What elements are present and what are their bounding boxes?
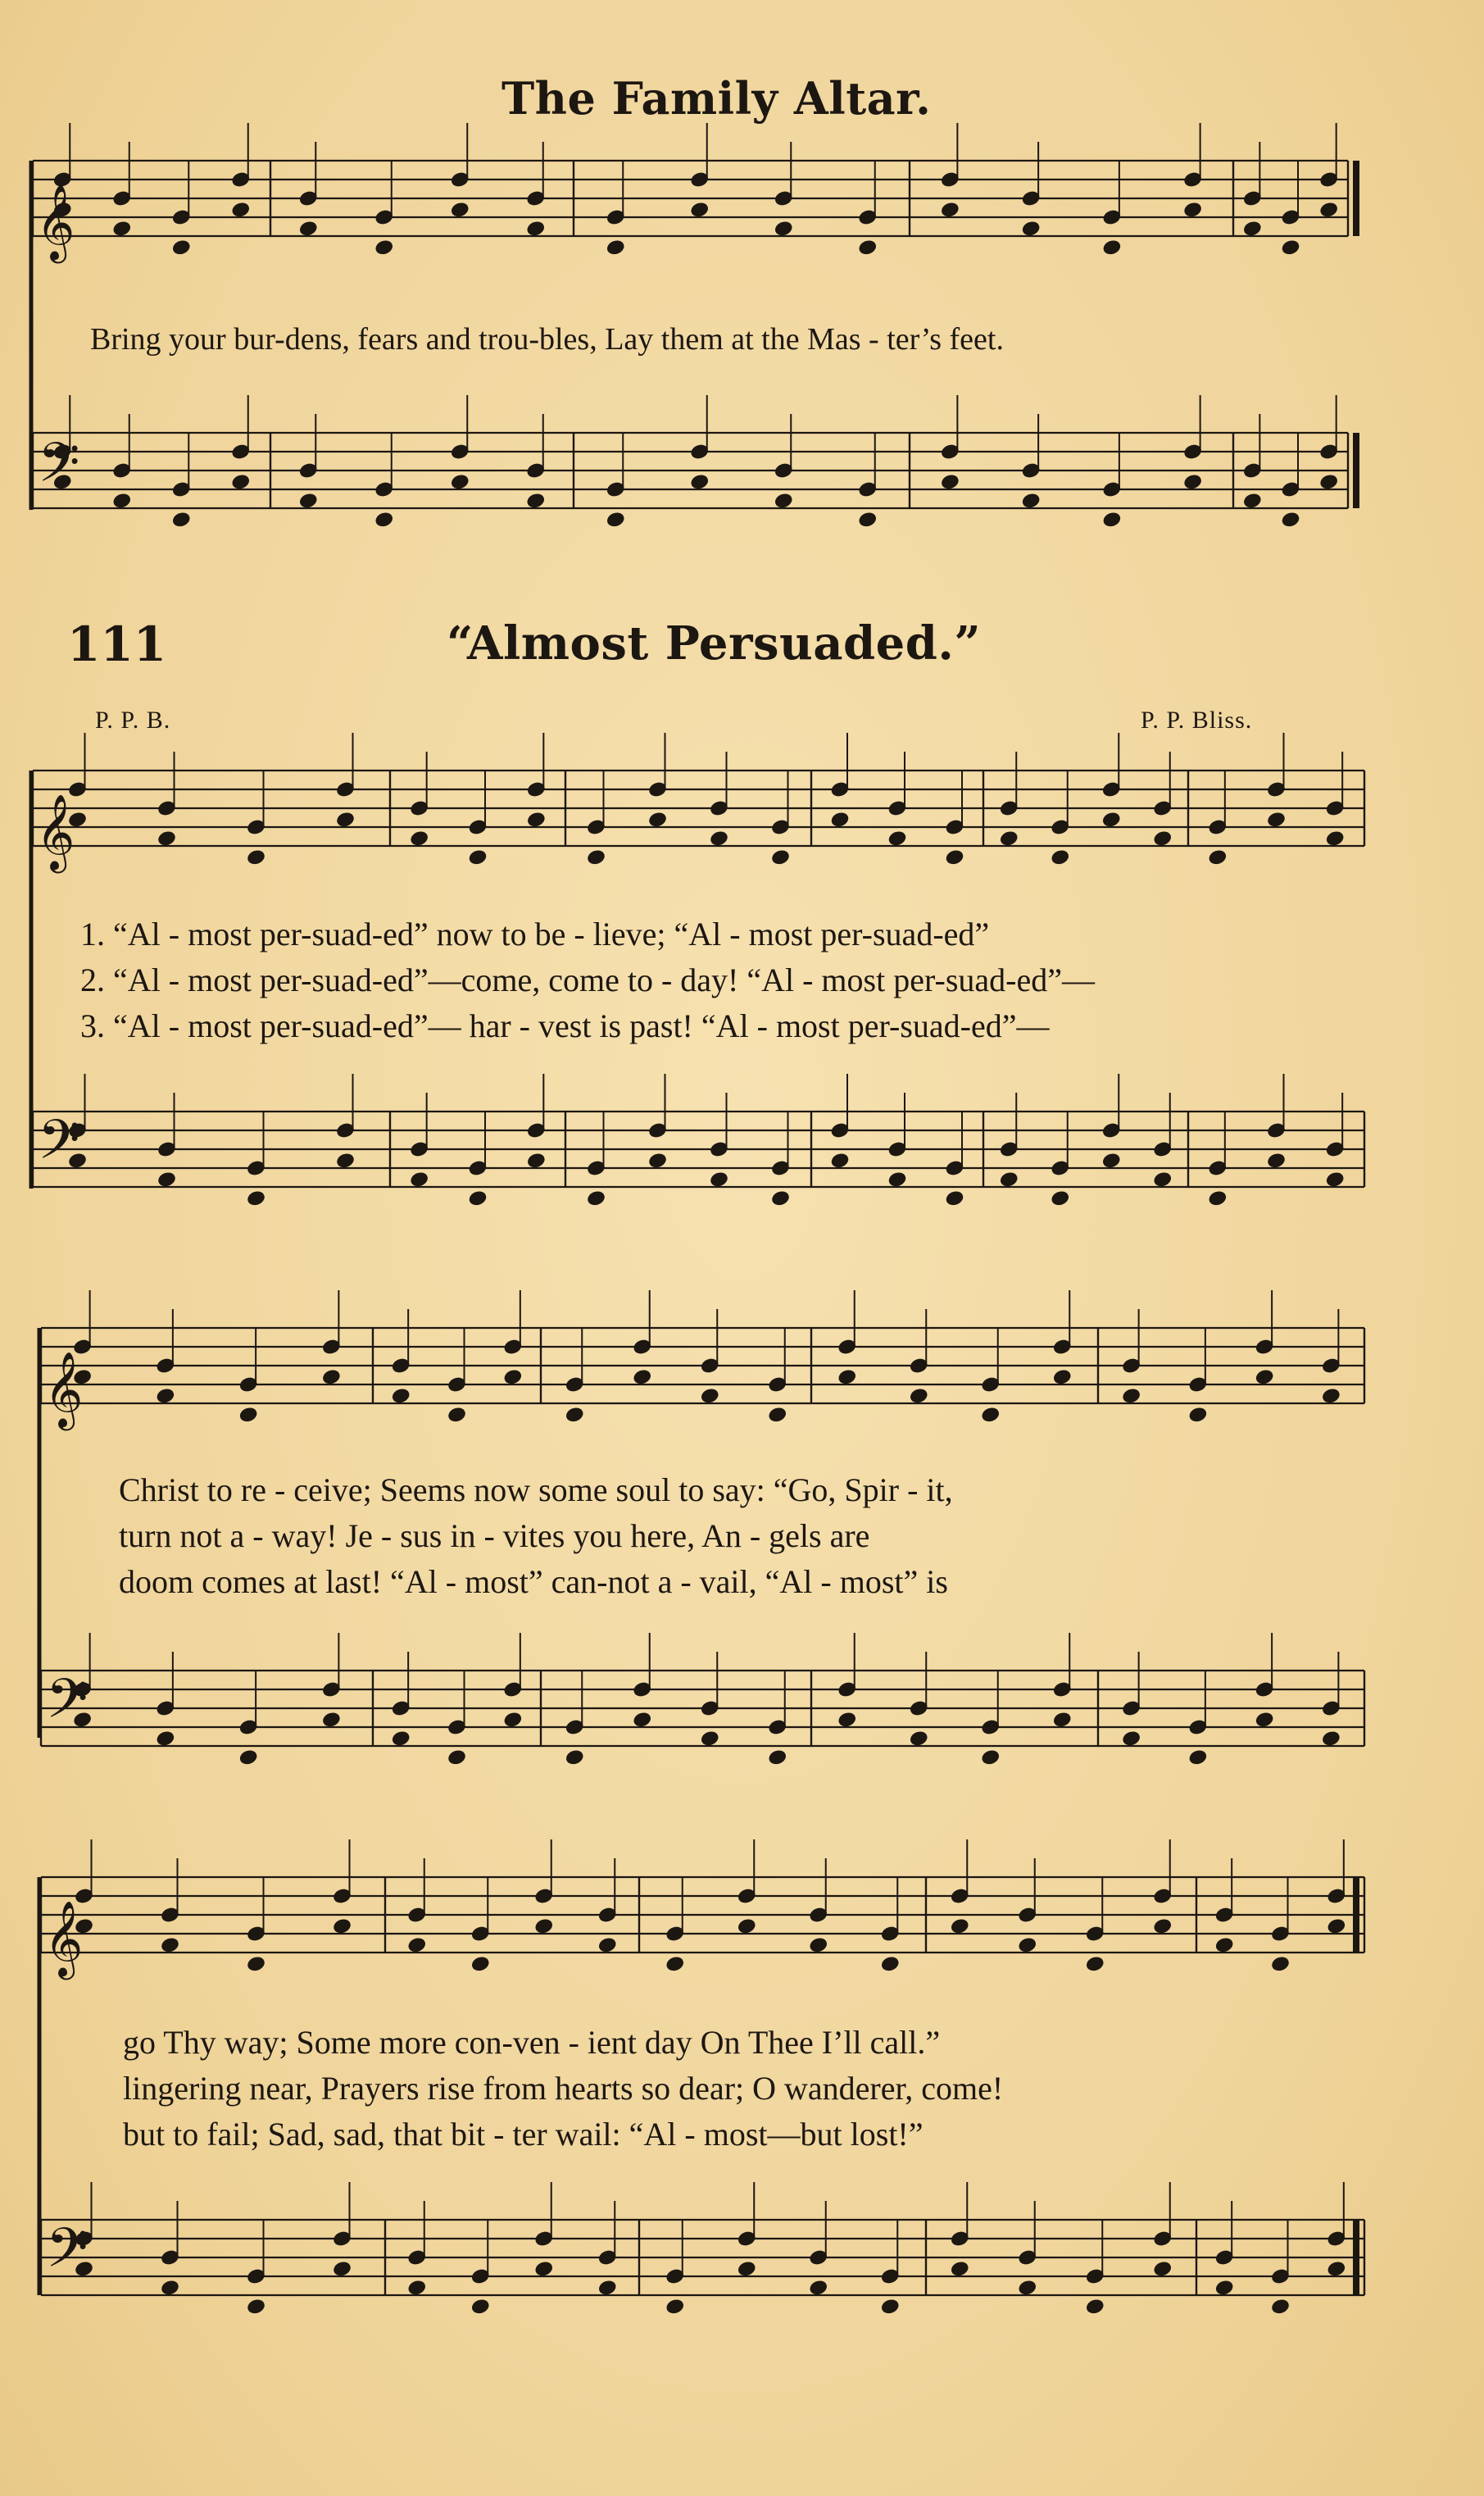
sys1-treble-notehead: [1325, 830, 1345, 847]
sys1-treble-notehead: [887, 830, 907, 847]
prev-treble-notehead: [606, 239, 625, 256]
prev-treble-notehead: [1281, 239, 1300, 256]
prev-treble-notehead: [690, 201, 710, 218]
sys1-bass-notehead: [1267, 1152, 1287, 1169]
prev-bass-notehead: [1183, 473, 1203, 490]
sys3-bass-notehead: [407, 2279, 427, 2296]
sys2-treble-notehead: [447, 1406, 467, 1423]
sys1-bass-notehead: [887, 1171, 907, 1188]
sys1-treble-notehead: [1101, 811, 1121, 828]
sys2-treble-notehead: [1188, 1406, 1208, 1423]
prev-treble-notehead: [858, 239, 878, 256]
sys1-bass-notehead: [710, 1171, 729, 1188]
sys2-bass-notehead: [768, 1748, 787, 1766]
sys1-bass-notehead: [999, 1171, 1019, 1188]
prev-bass-notehead: [231, 473, 251, 490]
prev-treble-notehead: [1102, 239, 1122, 256]
sys3-bass-notehead: [809, 2279, 828, 2296]
sys3-treble-notehead: [665, 1955, 685, 1972]
sys2-bass-notehead: [1188, 1748, 1208, 1766]
sys3-treble-notehead: [880, 1955, 900, 1972]
sys2-bass-notehead: [1321, 1730, 1341, 1747]
sys2-bass-notehead: [909, 1730, 928, 1747]
prev-bass-notehead: [606, 511, 625, 528]
sys3-bass-notehead: [1271, 2298, 1291, 2315]
prev-bass-notehead: [1242, 492, 1262, 509]
sys1-treble-notehead: [999, 830, 1019, 847]
sys2-treble-notehead: [503, 1368, 523, 1385]
sys3-treble-notehead: [534, 1917, 554, 1935]
sys2-bass-notehead: [238, 1748, 258, 1766]
sys2-bass-notehead: [391, 1730, 411, 1747]
prev-treble-notehead: [1183, 201, 1203, 218]
system3-verse3: but to fail; Sad, sad, that bit - ter wail: “Al - most—but lost!”: [123, 2116, 924, 2153]
sys3-treble-notehead: [1214, 1936, 1234, 1953]
prev-bass-notehead: [526, 492, 546, 509]
bass-clef-icon: 𝄢: [46, 1667, 88, 1744]
sys1-bass-notehead: [648, 1152, 668, 1169]
sys1-bass-notehead: [157, 1171, 177, 1188]
sys1-treble-notehead: [1051, 848, 1070, 866]
sys1-treble-notehead: [410, 830, 429, 847]
bass-clef-icon: 𝄢: [38, 1108, 80, 1184]
sys1-bass-notehead: [587, 1189, 606, 1207]
prev-treble-notehead: [1242, 220, 1262, 237]
sys1-bass-notehead: [1208, 1189, 1228, 1207]
sys3-bass-notehead: [161, 2279, 180, 2296]
sys2-treble-notehead: [768, 1406, 787, 1423]
prev-treble-notehead: [450, 201, 470, 218]
sys1-treble-notehead: [157, 830, 177, 847]
sys1-treble-notehead: [945, 848, 964, 866]
sys2-treble-notehead: [1321, 1387, 1341, 1404]
bass-clef-icon: 𝄢: [46, 2216, 88, 2293]
sys1-treble-notehead: [710, 830, 729, 847]
sys2-treble-notehead: [321, 1368, 341, 1385]
sys2-bass-notehead: [565, 1748, 584, 1766]
sys1-bass-notehead: [247, 1189, 266, 1207]
sys1-bass-notehead: [1051, 1189, 1070, 1207]
treble-clef-icon: 𝄞: [36, 793, 75, 870]
sys1-treble-notehead: [247, 848, 266, 866]
sys2-bass-notehead: [447, 1748, 467, 1766]
bass-clef-icon: 𝄢: [38, 431, 80, 507]
sys2-bass-notehead: [156, 1730, 175, 1747]
sys1-bass-notehead: [771, 1189, 791, 1207]
sys2-bass-notehead: [837, 1711, 857, 1728]
sys3-treble-notehead: [1018, 1936, 1037, 1953]
prev-bass-notehead: [112, 492, 132, 509]
prev-bass-notehead: [1319, 473, 1339, 490]
prev-bass-notehead: [374, 511, 394, 528]
sys2-treble-notehead: [1255, 1368, 1274, 1385]
prev-treble-notehead: [940, 201, 960, 218]
sys2-bass-notehead: [1052, 1711, 1072, 1728]
sys3-treble-notehead: [247, 1955, 266, 1972]
sys1-treble-notehead: [468, 848, 488, 866]
sys3-bass-notehead: [470, 2298, 490, 2315]
sys2-treble-notehead: [565, 1406, 584, 1423]
sys3-bass-notehead: [950, 2260, 969, 2277]
prev-bass-notehead: [940, 473, 960, 490]
sys1-treble-notehead: [526, 811, 546, 828]
system1-verse2: 2. “Al - most per-suad-ed”—come, come to - day! “Al - most per-suad-ed”—: [80, 962, 1095, 998]
prev-treble-notehead: [298, 220, 318, 237]
sys1-treble-notehead: [1153, 830, 1173, 847]
prev-bass-notehead: [858, 511, 878, 528]
sys1-treble-notehead: [1208, 848, 1228, 866]
sys3-bass-notehead: [1327, 2260, 1346, 2277]
prev-bass-notehead: [774, 492, 793, 509]
sys2-treble-notehead: [1052, 1368, 1072, 1385]
sys3-treble-notehead: [737, 1917, 756, 1935]
sys3-bass-notehead: [1018, 2279, 1037, 2296]
sys2-bass-notehead: [981, 1748, 1001, 1766]
sys3-bass-notehead: [665, 2298, 685, 2315]
prev-treble-notehead: [374, 239, 394, 256]
sys3-treble-notehead: [470, 1955, 490, 1972]
prev-hymn-title: The Family Altar.: [501, 72, 932, 125]
sys1-treble-notehead: [830, 811, 850, 828]
prev-bass-notehead: [298, 492, 318, 509]
system2-verse2: turn not a - way! Je - sus in - vites you here, An - gels are: [119, 1517, 870, 1554]
sys2-bass-notehead: [633, 1711, 652, 1728]
sys3-bass-notehead: [1085, 2298, 1105, 2315]
sys2-treble-notehead: [1122, 1387, 1141, 1404]
sys1-treble-notehead: [771, 848, 791, 866]
sys1-treble-notehead: [587, 848, 606, 866]
sys3-bass-notehead: [333, 2260, 352, 2277]
sys3-treble-notehead: [597, 1936, 617, 1953]
sys1-bass-notehead: [336, 1152, 356, 1169]
sys2-treble-notehead: [837, 1368, 857, 1385]
system3-verse1: go Thy way; Some more con-ven - ient day On Thee I’ll call.”: [123, 2024, 941, 2061]
sys3-treble-notehead: [1271, 1955, 1291, 1972]
sys1-bass-notehead: [1153, 1171, 1173, 1188]
prev-treble-notehead: [171, 239, 191, 256]
hymn-title: “Almost Persuaded.”: [447, 616, 982, 671]
prev-treble-notehead: [1021, 220, 1041, 237]
prev-treble-notehead: [1319, 201, 1339, 218]
system3-verse2: lingering near, Prayers rise from hearts so dear; O wanderer, come!: [123, 2070, 1004, 2107]
sys1-bass-notehead: [830, 1152, 850, 1169]
sys3-treble-notehead: [809, 1936, 828, 1953]
treble-clef-icon: 𝄞: [44, 1351, 84, 1427]
sys3-treble-notehead: [1153, 1917, 1173, 1935]
sys3-treble-notehead: [950, 1917, 969, 1935]
sys3-bass-notehead: [880, 2298, 900, 2315]
prev-treble-notehead: [231, 201, 251, 218]
sys1-bass-notehead: [468, 1189, 488, 1207]
prev-treble-notehead: [112, 220, 132, 237]
sys3-bass-notehead: [737, 2260, 756, 2277]
prev-treble-notehead: [526, 220, 546, 237]
sys1-treble-notehead: [336, 811, 356, 828]
prev-hymn-lyric: Bring your bur-dens, fears and trou-bles, Lay them at the Mas - ter’s feet.: [90, 322, 1004, 357]
sys3-bass-notehead: [1214, 2279, 1234, 2296]
sys2-treble-notehead: [391, 1387, 411, 1404]
sys3-treble-notehead: [161, 1936, 180, 1953]
sys1-treble-notehead: [648, 811, 668, 828]
sys1-bass-notehead: [945, 1189, 964, 1207]
sys2-bass-notehead: [1255, 1711, 1274, 1728]
sys2-bass-notehead: [321, 1711, 341, 1728]
sys2-treble-notehead: [238, 1406, 258, 1423]
sys1-bass-notehead: [1101, 1152, 1121, 1169]
sys2-bass-notehead: [1122, 1730, 1141, 1747]
sys2-bass-notehead: [700, 1730, 719, 1747]
sys2-treble-notehead: [981, 1406, 1001, 1423]
system2-verse3: doom comes at last! “Al - most” can-not a - vail, “Al - most” is: [119, 1563, 948, 1600]
prev-bass-notehead: [450, 473, 470, 490]
prev-treble-notehead: [774, 220, 793, 237]
sys3-bass-notehead: [534, 2260, 554, 2277]
sys1-bass-notehead: [526, 1152, 546, 1169]
treble-clef-icon: 𝄞: [44, 1900, 84, 1976]
system1-verse1: 1. “Al - most per-suad-ed” now to be - lieve; “Al - most per-suad-ed”: [80, 916, 990, 952]
sys1-treble-notehead: [1267, 811, 1287, 828]
sys2-treble-notehead: [700, 1387, 719, 1404]
words-credit: P. P. B.: [95, 707, 171, 734]
hymn-number: 111: [67, 616, 167, 672]
sys3-treble-notehead: [1327, 1917, 1346, 1935]
treble-clef-icon: 𝄞: [36, 184, 75, 260]
sys2-treble-notehead: [909, 1387, 928, 1404]
sys1-bass-notehead: [1325, 1171, 1345, 1188]
sys2-bass-notehead: [503, 1711, 523, 1728]
sys2-treble-notehead: [633, 1368, 652, 1385]
sys3-bass-notehead: [597, 2279, 617, 2296]
sys3-treble-notehead: [333, 1917, 352, 1935]
system2-verse1: Christ to re - ceive; Seems now some soul to say: “Go, Spir - it,: [119, 1471, 953, 1508]
sys1-bass-notehead: [410, 1171, 429, 1188]
sys3-treble-notehead: [1085, 1955, 1105, 1972]
prev-bass-notehead: [171, 511, 191, 528]
sys3-bass-notehead: [1153, 2260, 1173, 2277]
prev-bass-notehead: [1281, 511, 1300, 528]
music-credit: P. P. Bliss.: [1141, 707, 1253, 734]
prev-bass-notehead: [690, 473, 710, 490]
sys3-treble-notehead: [407, 1936, 427, 1953]
prev-bass-notehead: [1102, 511, 1122, 528]
sys2-treble-notehead: [156, 1387, 175, 1404]
sys3-bass-notehead: [247, 2298, 266, 2315]
prev-bass-notehead: [1021, 492, 1041, 509]
system1-verse3: 3. “Al - most per-suad-ed”— har - vest is past! “Al - most per-suad-ed”—: [80, 1007, 1050, 1044]
